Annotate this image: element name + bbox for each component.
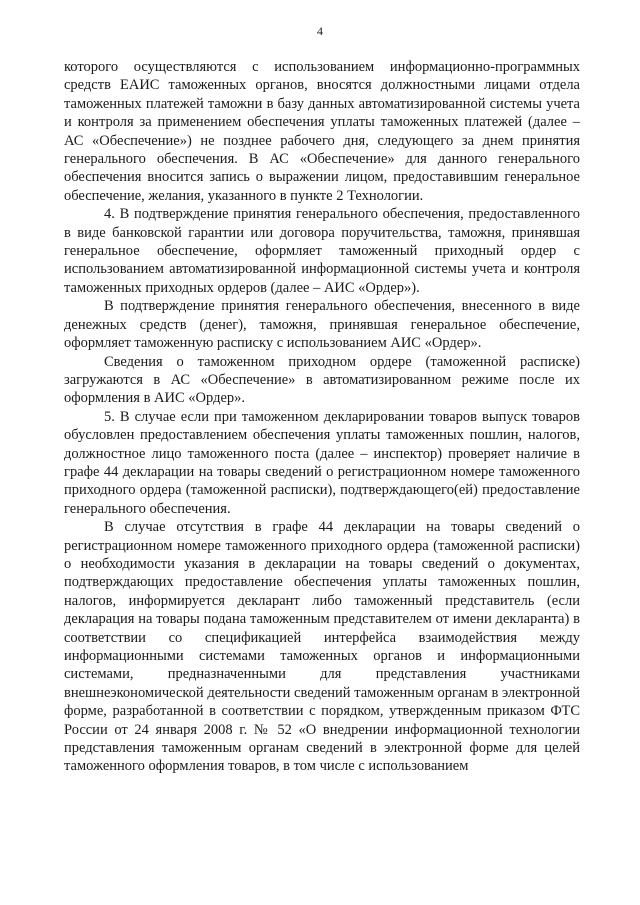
- paragraph-order-info: Сведения о таможенном приходном ордере (таможенной расписке) загружаются в АС «Обеспечение» в автоматизированном режиме после их оформления в АИС «Ордер».: [64, 353, 580, 407]
- paragraph-cash-deposit: В подтверждение принятия генерального обеспечения, внесенного в виде денежных средств (денег), таможня, принявшая генеральное обеспечение, оформляет таможенную расписку с использованием АИС «Ордер».: [64, 298, 580, 352]
- page-number: 4: [317, 24, 323, 38]
- paragraph-item-5: 5. В случае если при таможенном декларировании товаров выпуск товаров обусловлен предоставлением обеспечения уплаты таможенных пошлин, налогов, должностное лицо таможенного поста (далее – инспектор) проверяет наличие в графе 44 декларации на товары сведений о регистрационном номере таможенного приходного ордера (таможенной расписки), подтверждающего(ей) предоставление генерального обеспечения.: [64, 408, 580, 517]
- paragraph-item-4: 4. В подтверждение принятия генерального обеспечения, предоставленного в виде банковской гарантии или договора поручительства, таможня, принявшая генеральное обеспечение, оформляет таможенный приходный ордер с использованием автоматизированной информационной системы учета и контроля таможенных приходных ордеров (далее – АИС «Ордер»).: [64, 206, 580, 296]
- paragraph-absence-case: В случае отсутствия в графе 44 декларации на товары сведений о регистрационном номере таможенного приходного ордера (таможенной расписки) о необходимости указания в декларации на товары сведений о документах, подтверждающих предоставление обеспечения уплаты таможенных пошлин, налогов, информируется декларант либо таможенный представитель (если декларация на товары подана таможенным представителем от имени декларанта) в соответствии со спецификацией интерфейса взаимодействия между информационными системами таможенных органов и информационными системами, предназначенными для представления участниками внешнеэкономической деятельности сведений таможенным органам в электронной форме, разработанной в соответствии с порядком, утвержденным приказом ФТС России от 24 января 2008 г. № 52 «О внедрении информационной технологии представления таможенным органам сведений в электронной форме для целей таможенного оформления товаров, в том числе с использованием: [64, 519, 580, 775]
- document-body: [64, 58, 580, 776]
- paragraph-continuation: которого осуществляются с использованием информационно-программных средств ЕАИС таможенных органов, вносятся должностными лицами отдела таможенных платежей таможни в базу данных автоматизированной системы учета и контроля за применением обеспечения уплаты таможенных платежей (далее – АС «Обеспечение») не позднее рабочего дня, следующего за днем принятия генерального обеспечения. В АС «Обеспечение» для данного генерального обеспечения вносится запись о выражении лицом, предоставившим генеральное обеспечение, желания, указанного в пункте 2 Технологии.: [64, 59, 580, 204]
